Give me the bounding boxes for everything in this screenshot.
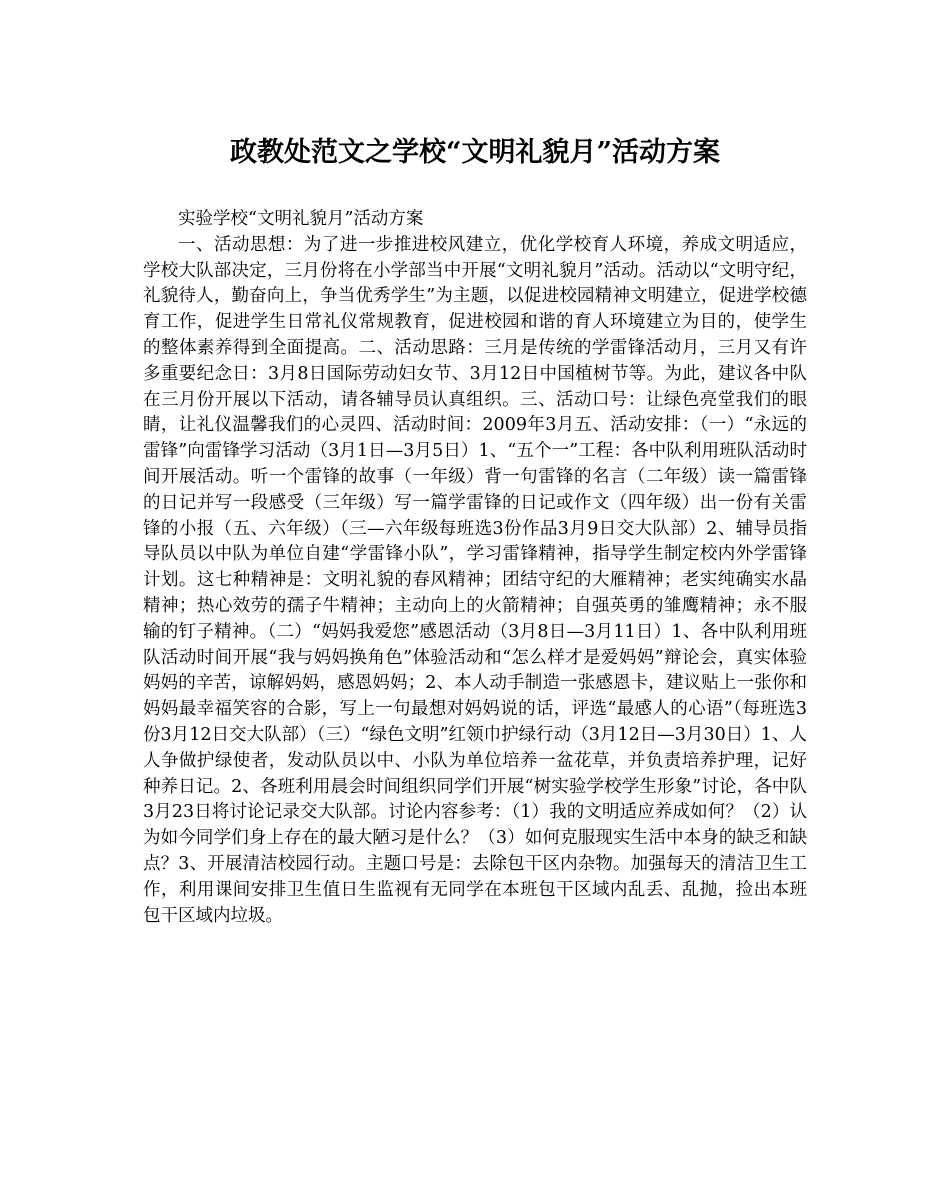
document-paragraph: 一、活动思想：为了进一步推进校风建立，优化学校育人环境，养成文明适应，学校大队部决定，三月份将在小学部当中开展“文明礼貌月”活动。活动以“文明守纪，礼貌待人，勤奋向上，争当优秀学生”为主题，以促进校园精神文明建立，促进学校德育工作，促进学生日常礼仪常规教育，促进校园和谐的育人环境建立为目的，使学生的整体素养得到全面提高。二、活动思路：三月是传统的学雷锋活动月，三月又有许多重要纪念日：3月8日国际劳动妇女节、3月12日中国植树节等。为此，建议各中队在三月份开展以下活动，请各辅导员认真组织。三、活动口号：让绿色亮堂我们的眼睛，让礼仪温馨我们的心灵四、活动时间：2009年3月五、活动安排：（一）“永远的雷锋”向雷锋学习活动（3月1日—3月5日）1、“五个一”工程：各中队利用班队活动时间开展活动。听一个雷锋的故事（一年级）背一句雷锋的名言（二年级）读一篇雷锋的日记并写一段感受（三年级）写一篇学雷锋的日记或作文（四年级）出一份有关雷锋的小报（五、六年级）（三—六年级每班选3份作品3月9日交大队部）2、辅导员指导队员以中队为单位自建“学雷锋小队”，学习雷锋精神，指导学生制定校内外学雷锋计划。这七种精神是：文明礼貌的春风精神；团结守纪的大雁精神；老实纯确实水晶精神；热心效劳的孺子牛精神；主动向上的火箭精神；自强英勇的雏鹰精神；永不服输的钉子精神。（二）“妈妈我爱您”感恩活动（3月8日—3月11日）1、各中队利用班队活动时间开展“我与妈妈换角色”体验活动和“怎么样才是爱妈妈”辩论会，真实体验妈妈的辛苦，谅解妈妈，感恩妈妈；2、本人动手制造一张感恩卡，建议贴上一张你和妈妈最幸福笑容的合影，写上一句最想对妈妈说的话，评选“最感人的心语”（每班选3份3月12日交大队部）（三）“绿色文明”红领巾护绿行动（3月12日—3月30日）1、人人争做护绿使者，发动队员以中、小队为单位培养一盆花草，并负责培养护理，记好种养日记。2、各班利用晨会时间组织同学们开展“树实验学校学生形象”讨论，各中队3月23日将讨论记录交大队部。讨论内容参考：（1）我的文明适应养成如何？（2）认为如今同学们身上存在的最大陋习是什么？（3）如何克服现实生活中本身的缺乏和缺点？3、开展清洁校园行动。主题口号是：去除包干区内杂物。加强每天的清洁卫生工作，利用课间安排卫生值日生监视有无同学在本班包干区域内乱丢、乱抛，捡出本班包干区域内垃圾。 [143, 234, 807, 926]
document-title: 政教处范文之学校“文明礼貌月”活动方案 [229, 137, 721, 168]
document-body [143, 207, 807, 929]
document-subtitle: 实验学校“文明礼貌月”活动方案 [178, 209, 424, 229]
